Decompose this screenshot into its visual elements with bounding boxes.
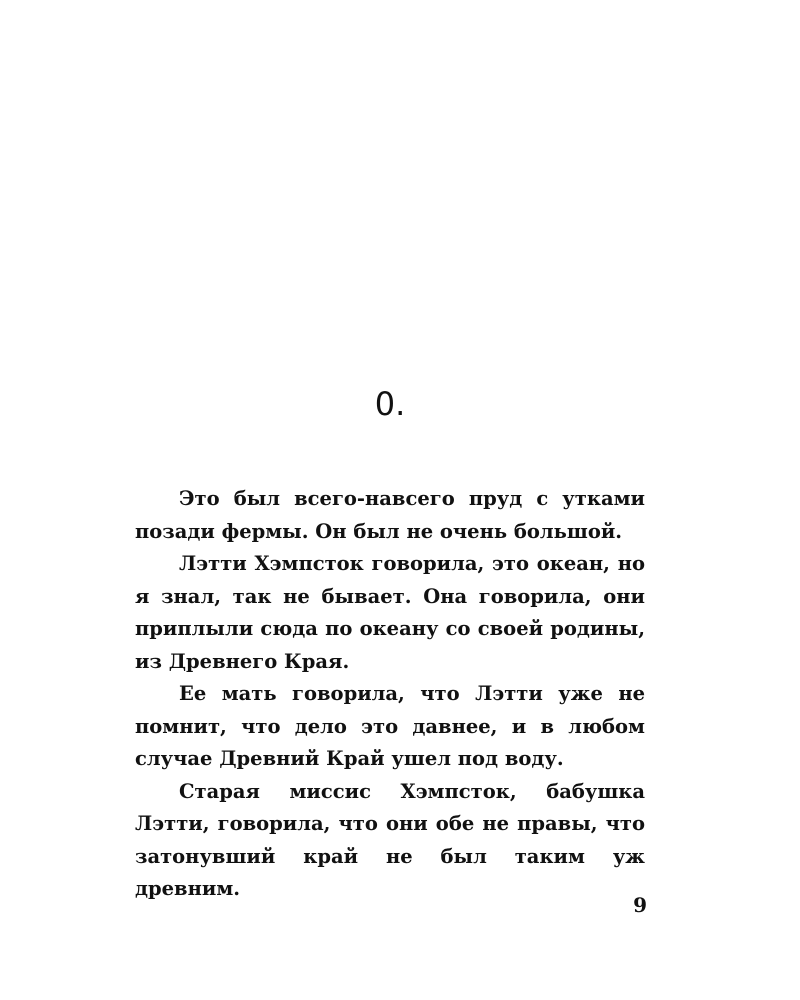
- page-number: 9: [633, 893, 647, 917]
- paragraph-4: Старая миссис Хэмпсток, бабушка Лэтти, говорила, что они обе не правы, что затонувший край не был таким уж древним.: [135, 779, 645, 900]
- paragraph-2: Лэтти Хэмпсток говорила, это океан, но я знал, так не бывает. Она говорила, они приплыли сюда по океану со своей родины, из Древнего Края.: [135, 552, 645, 673]
- body-text: [135, 483, 645, 906]
- paragraph-1: Это был всего-навсего пруд с утками позади фермы. Он был не очень большой.: [135, 487, 645, 543]
- paragraph-3: Ее мать говорила, что Лэтти уже не помнит, что дело это давнее, и в любом случае Древний Край ушел под воду.: [135, 682, 645, 770]
- chapter-heading: 0.: [374, 385, 406, 423]
